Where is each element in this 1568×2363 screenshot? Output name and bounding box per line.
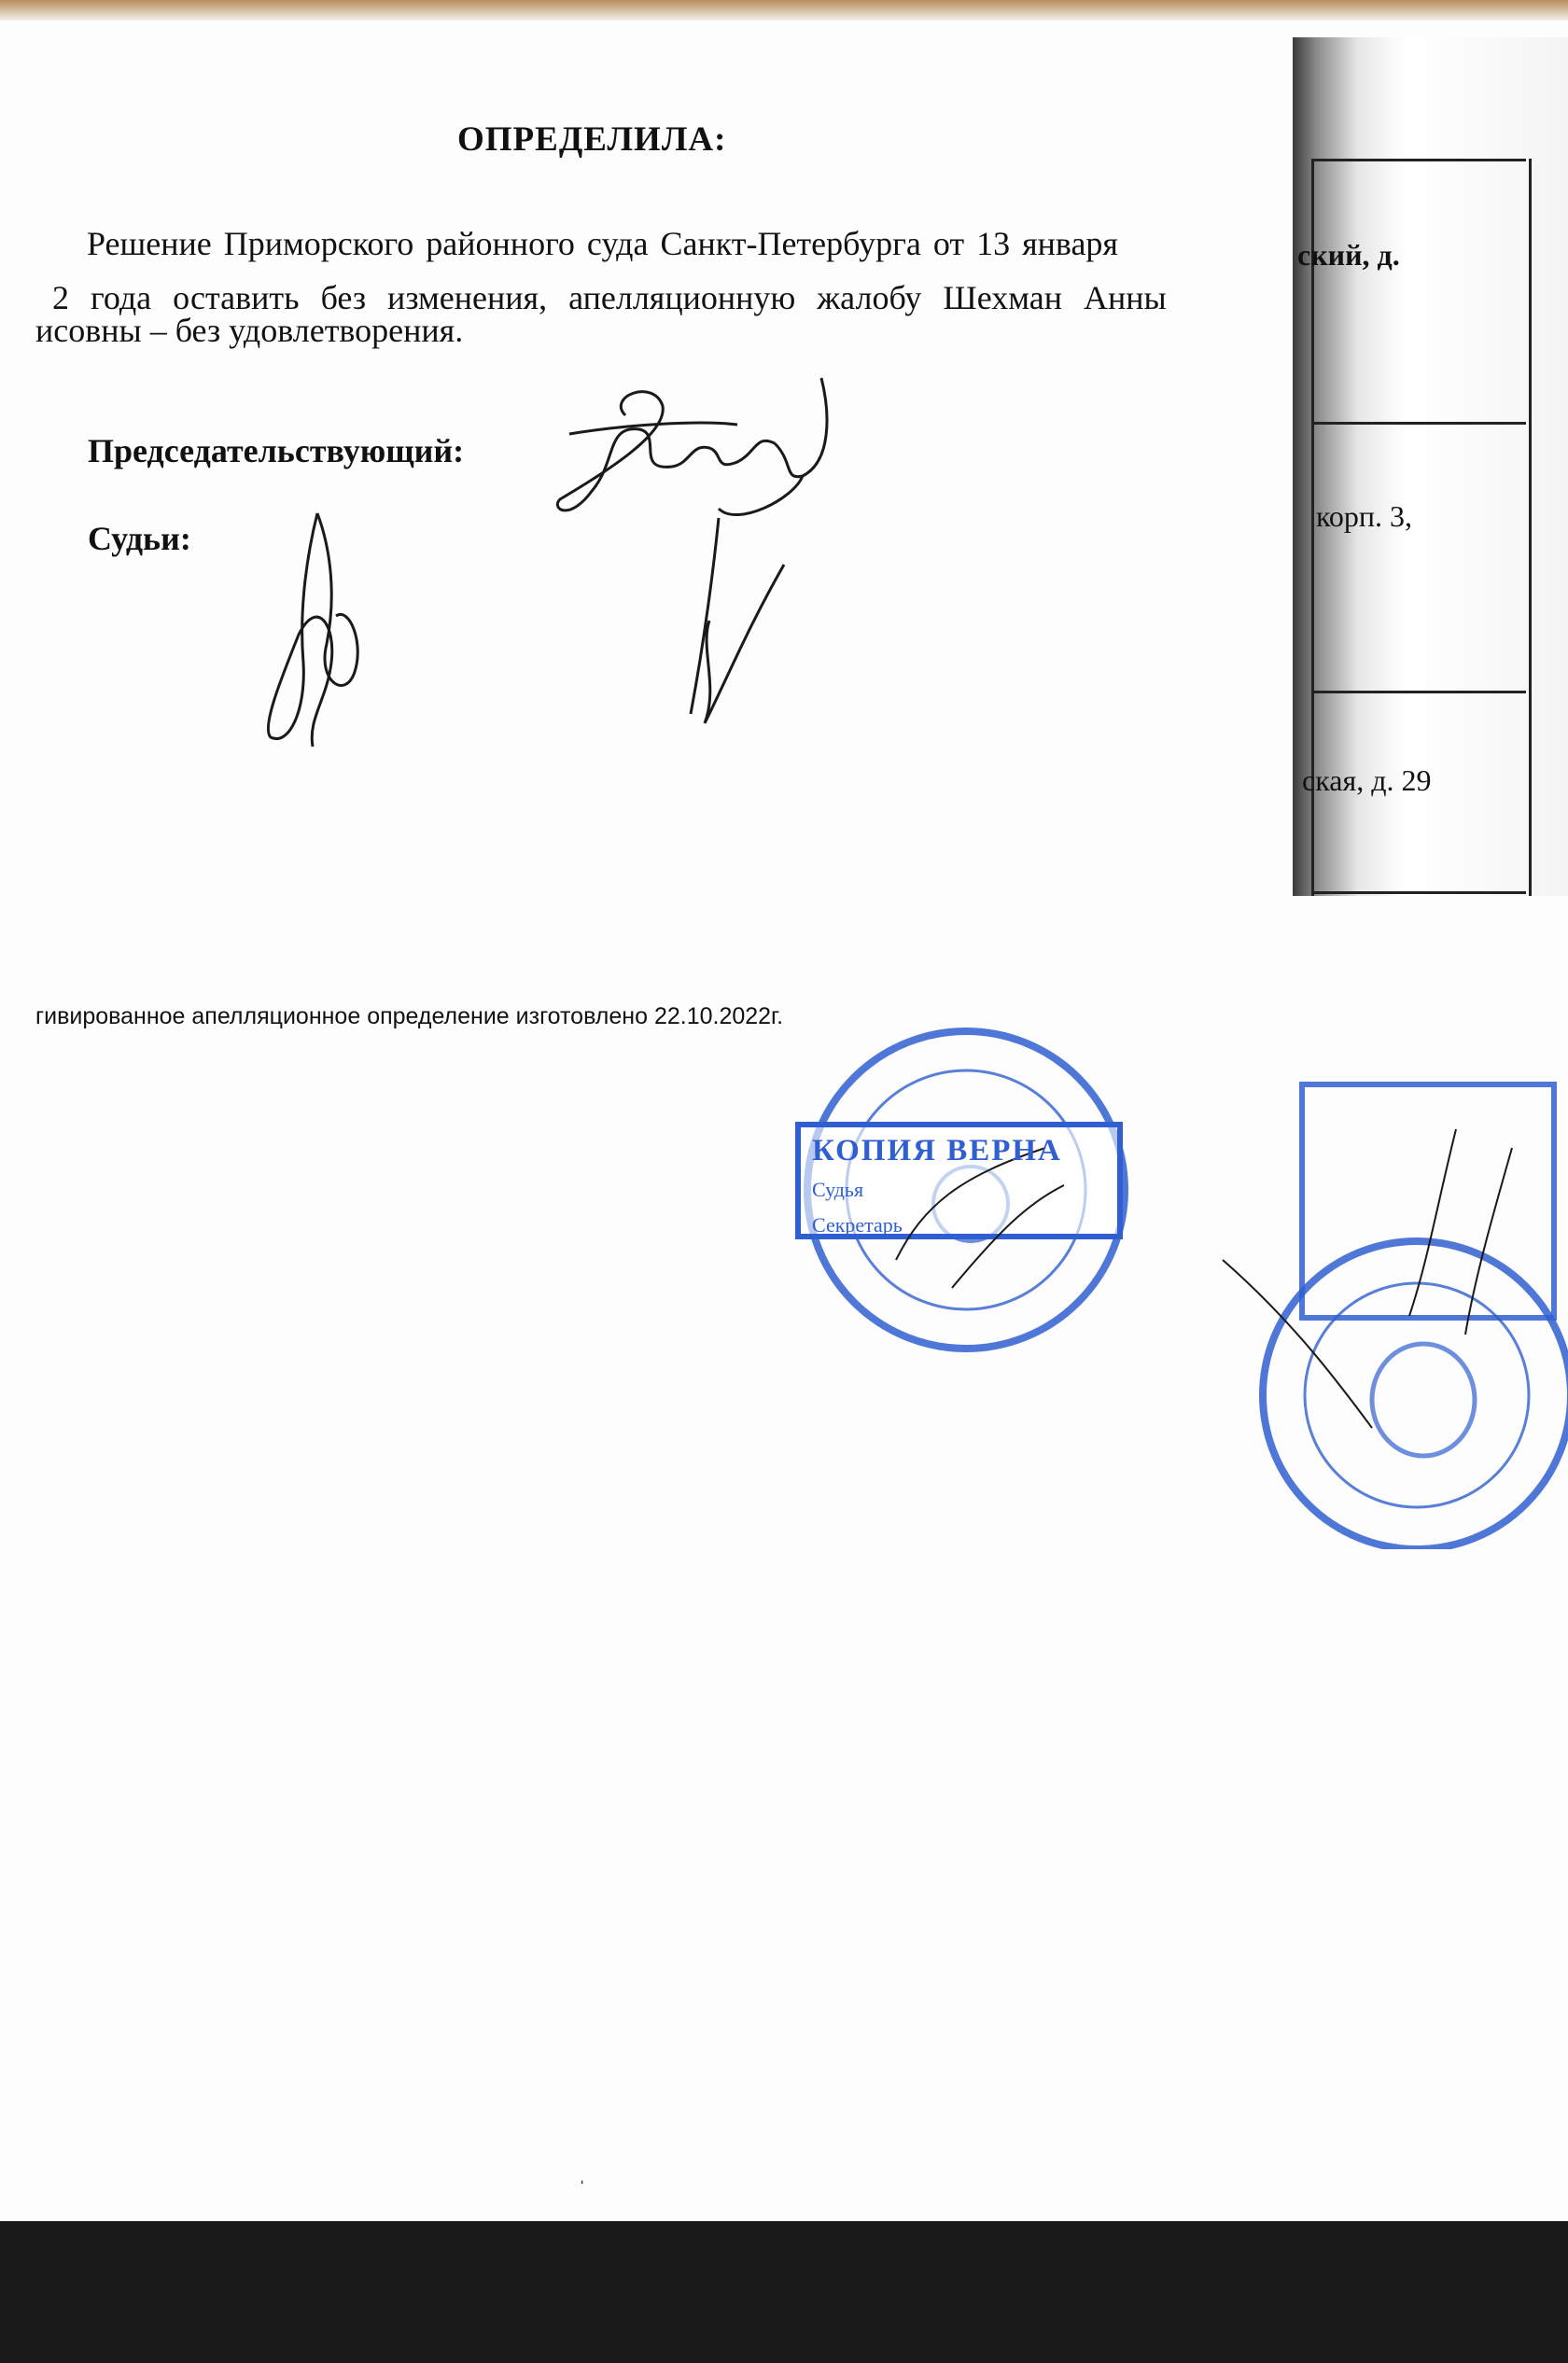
ruling-line-3: исовны – без удовлетворения. (35, 312, 464, 349)
judge-signature-1 (261, 495, 373, 765)
judge-signature-2 (672, 509, 793, 733)
underlying-table-rule (1311, 891, 1526, 894)
underlying-row-1: ский, д. (1297, 238, 1400, 272)
copy-stamp-secretary-line: Секретарь (812, 1213, 903, 1237)
scanner-edge-bar (0, 2221, 1568, 2363)
judges-label: Судьи: (88, 520, 191, 557)
presiding-judge-label: Председательствующий: (88, 432, 465, 469)
underlying-table-rule (1311, 422, 1526, 425)
underlying-row-3: ская, д. 29 (1302, 763, 1432, 797)
court-seal (1213, 1073, 1568, 1549)
copy-stamp-judge-line: Судья (812, 1178, 864, 1201)
copy-stamp-title: КОПИЯ ВЕРНА (812, 1134, 1062, 1168)
stray-mark: ˈ (579, 2176, 586, 2200)
page-top-edge (0, 0, 1568, 21)
underlying-row-2: корп. 3, (1316, 499, 1413, 533)
underlying-table-rule (1311, 691, 1526, 693)
reasoned-ruling-date: гивированное апелляционное определение изготовлено 22.10.2022г. (35, 1003, 784, 1029)
underlying-table-rule (1311, 159, 1526, 161)
ruling-line-2: 2 года оставить без изменения, апелляционную жалобу Шехман Анны (52, 279, 1167, 316)
ruling-line-1: Решение Приморского районного суда Санкт-Петербурга от 13 января (87, 225, 1118, 262)
ruling-heading: ОПРЕДЕЛИЛА: (457, 120, 727, 159)
